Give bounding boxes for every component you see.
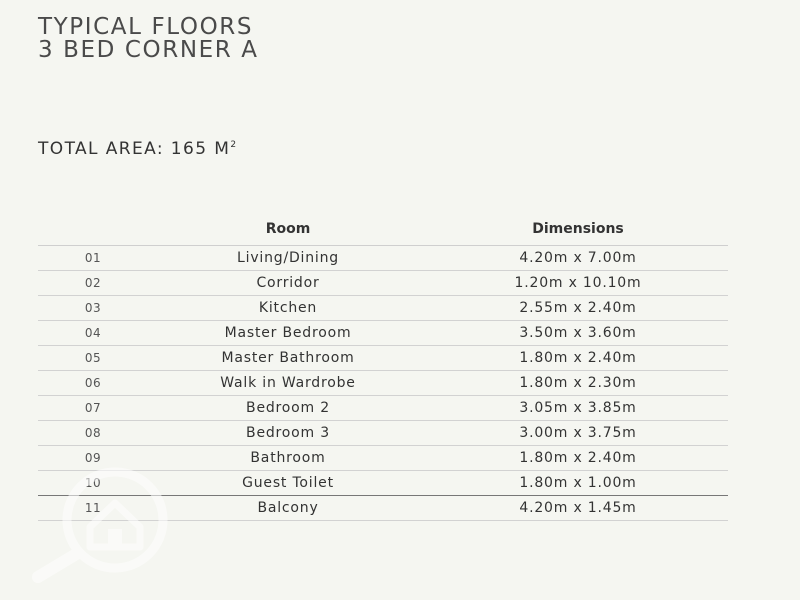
total-area-label: TOTAL AREA: 165 M [38, 139, 231, 159]
row-room: Corridor [148, 271, 428, 296]
header-number [38, 213, 148, 246]
header-room: Room [148, 213, 428, 246]
title-line-1: TYPICAL FLOORS [38, 14, 254, 40]
row-dimensions: 4.20m x 7.00m [428, 246, 728, 271]
row-room: Bedroom 3 [148, 421, 428, 446]
page-title [38, 16, 259, 62]
row-room: Walk in Wardrobe [148, 371, 428, 396]
row-room: Kitchen [148, 296, 428, 321]
row-dimensions: 2.55m x 2.40m [428, 296, 728, 321]
row-number: 03 [38, 296, 148, 321]
row-room: Bathroom [148, 446, 428, 471]
row-number: 04 [38, 321, 148, 346]
table-header-row [38, 213, 728, 246]
row-room: Guest Toilet [148, 471, 428, 496]
row-dimensions: 3.50m x 3.60m [428, 321, 728, 346]
row-number: 05 [38, 346, 148, 371]
row-number: 01 [38, 246, 148, 271]
title-line-2: 3 BED CORNER A [38, 37, 259, 63]
row-dimensions: 3.00m x 3.75m [428, 421, 728, 446]
total-area [38, 139, 237, 159]
row-dimensions: 1.80m x 2.30m [428, 371, 728, 396]
row-dimensions: 1.80m x 2.40m [428, 446, 728, 471]
row-dimensions: 1.80m x 2.40m [428, 346, 728, 371]
table-row [38, 371, 728, 396]
row-room: Bedroom 2 [148, 396, 428, 421]
row-dimensions: 1.20m x 10.10m [428, 271, 728, 296]
row-dimensions: 4.20m x 1.45m [428, 496, 728, 521]
row-room: Living/Dining [148, 246, 428, 271]
row-number: 10 [38, 471, 148, 496]
table-row [38, 396, 728, 421]
row-room: Balcony [148, 496, 428, 521]
row-room: Master Bathroom [148, 346, 428, 371]
row-number: 08 [38, 421, 148, 446]
total-area-superscript: 2 [230, 140, 238, 150]
row-number: 11 [38, 496, 148, 521]
row-dimensions: 1.80m x 1.00m [428, 471, 728, 496]
table-row [38, 346, 728, 371]
row-number: 06 [38, 371, 148, 396]
house-search-icon [20, 465, 170, 585]
row-number: 07 [38, 396, 148, 421]
row-number: 02 [38, 271, 148, 296]
row-room: Master Bedroom [148, 321, 428, 346]
table-row [38, 296, 728, 321]
header-dimensions: Dimensions [428, 213, 728, 246]
table-row [38, 271, 728, 296]
table-row [38, 246, 728, 271]
table-row [38, 421, 728, 446]
table-row [38, 321, 728, 346]
row-dimensions: 3.05m x 3.85m [428, 396, 728, 421]
row-number: 09 [38, 446, 148, 471]
